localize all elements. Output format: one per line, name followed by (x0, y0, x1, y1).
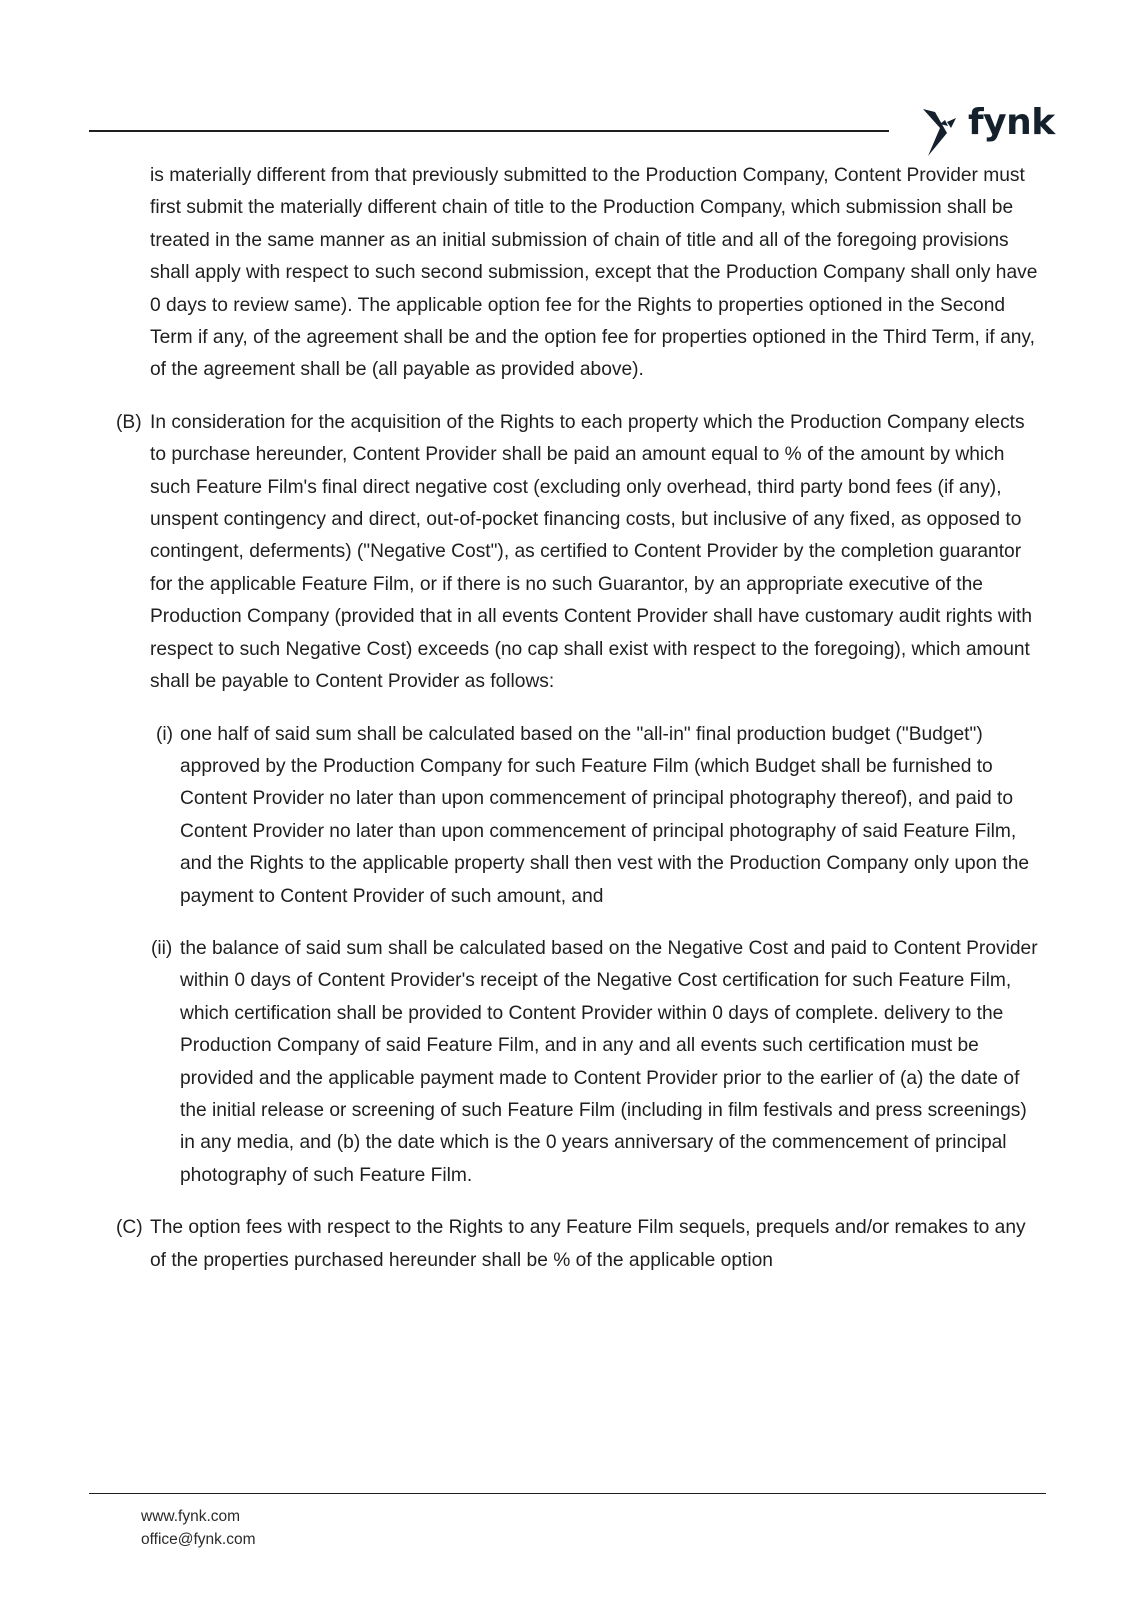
footer-website-link[interactable]: www.fynk.com (141, 1508, 241, 1525)
section-c-text: The option fees with respect to the Rights to any Feature Film sequels, prequels and/or remakes to any of the properties purchased hereunder shall be % of the applicable option (150, 1217, 1026, 1271)
subsection-ii (0, 933, 1046, 1192)
subsection-i-marker: (i) (156, 723, 174, 745)
header-divider (89, 130, 889, 132)
subsection-ii-marker: (ii) (151, 937, 173, 959)
footer-email-link[interactable]: office@fynk.com (141, 1531, 256, 1548)
subsection-i-text: one half of said sum shall be calculated based on the "all-in" final production budget ("Budget") approved by the Production Company for such Feature Film (which Budget shall be furnished to Content Provider no later than upon commencement of principal photography thereof), and paid to Content Provider no later than upon commencement of principal photography of said Feature Film, and the Rights to the applicable property shall then vest with the Production Company only upon the payment to Content Provider of such amount, and (180, 723, 1030, 907)
section-b (0, 407, 1045, 699)
subsection-i (0, 719, 1046, 913)
footer (141, 1505, 256, 1551)
document-body (0, 160, 1131, 1297)
section-c-marker: (C) (116, 1217, 143, 1239)
footer-divider (89, 1493, 1046, 1494)
fynk-logo (920, 102, 1055, 158)
subsection-ii-text: the balance of said sum shall be calculated based on the Negative Cost and paid to Content Provider within 0 days of Content Provider's receipt of the Negative Cost certification for such Feature Film, which certification shall be provided to Content Provider within 0 days of complete. delivery to the Production Company of said Feature Film, and in any and all events such certification must be provided and the applicable payment made to Content Provider prior to the earlier of (a) the date of the initial release or screening of such Feature Film (including in film festivals and press screenings) in any media, and (b) the date which is the 0 years anniversary of the commencement of principal photography of such Feature Film. (180, 937, 1038, 1186)
section-b-marker: (B) (116, 411, 142, 433)
continued-paragraph: is materially different from that previously submitted to the Production Company, Content Provider must first submit the materially different chain of title to the Production Company, which submission shall be treated in the same manner as an initial submission of chain of title and all of the foregoing provisions shall apply with respect to such second submission, except that the Production Company shall only have 0 days to review same). The applicable option fee for the Rights to properties optioned in the Second Term if any, of the agreement shall be and the option fee for properties optioned in the Third Term, if any, of the agreement shall be (all payable as provided above). (150, 165, 1038, 381)
fynk-bird-icon (920, 106, 966, 158)
fynk-logo-text: fynk (968, 102, 1055, 143)
section-b-text: In consideration for the acquisition of the Rights to each property which the Production Company elects to purchase hereunder, Content Provider shall be paid an amount equal to % of the amount by which such Feature Film's final direct negative cost (excluding only overhead, third party bond fees (if any), unspent contingency and direct, out-of-pocket financing costs, but inclusive of any fixed, as opposed to contingent, deferments) ("Negative Cost"), as certified to Content Provider by the completion guarantor for the applicable Feature Film, or if there is no such Guarantor, by an appropriate executive of the Production Company (provided that in all events Content Provider shall have customary audit rights with respect to such Negative Cost) exceeds (no cap shall exist with respect to the foregoing), which amount shall be payable to Content Provider as follows: (150, 411, 1033, 693)
section-c (0, 1212, 1045, 1277)
